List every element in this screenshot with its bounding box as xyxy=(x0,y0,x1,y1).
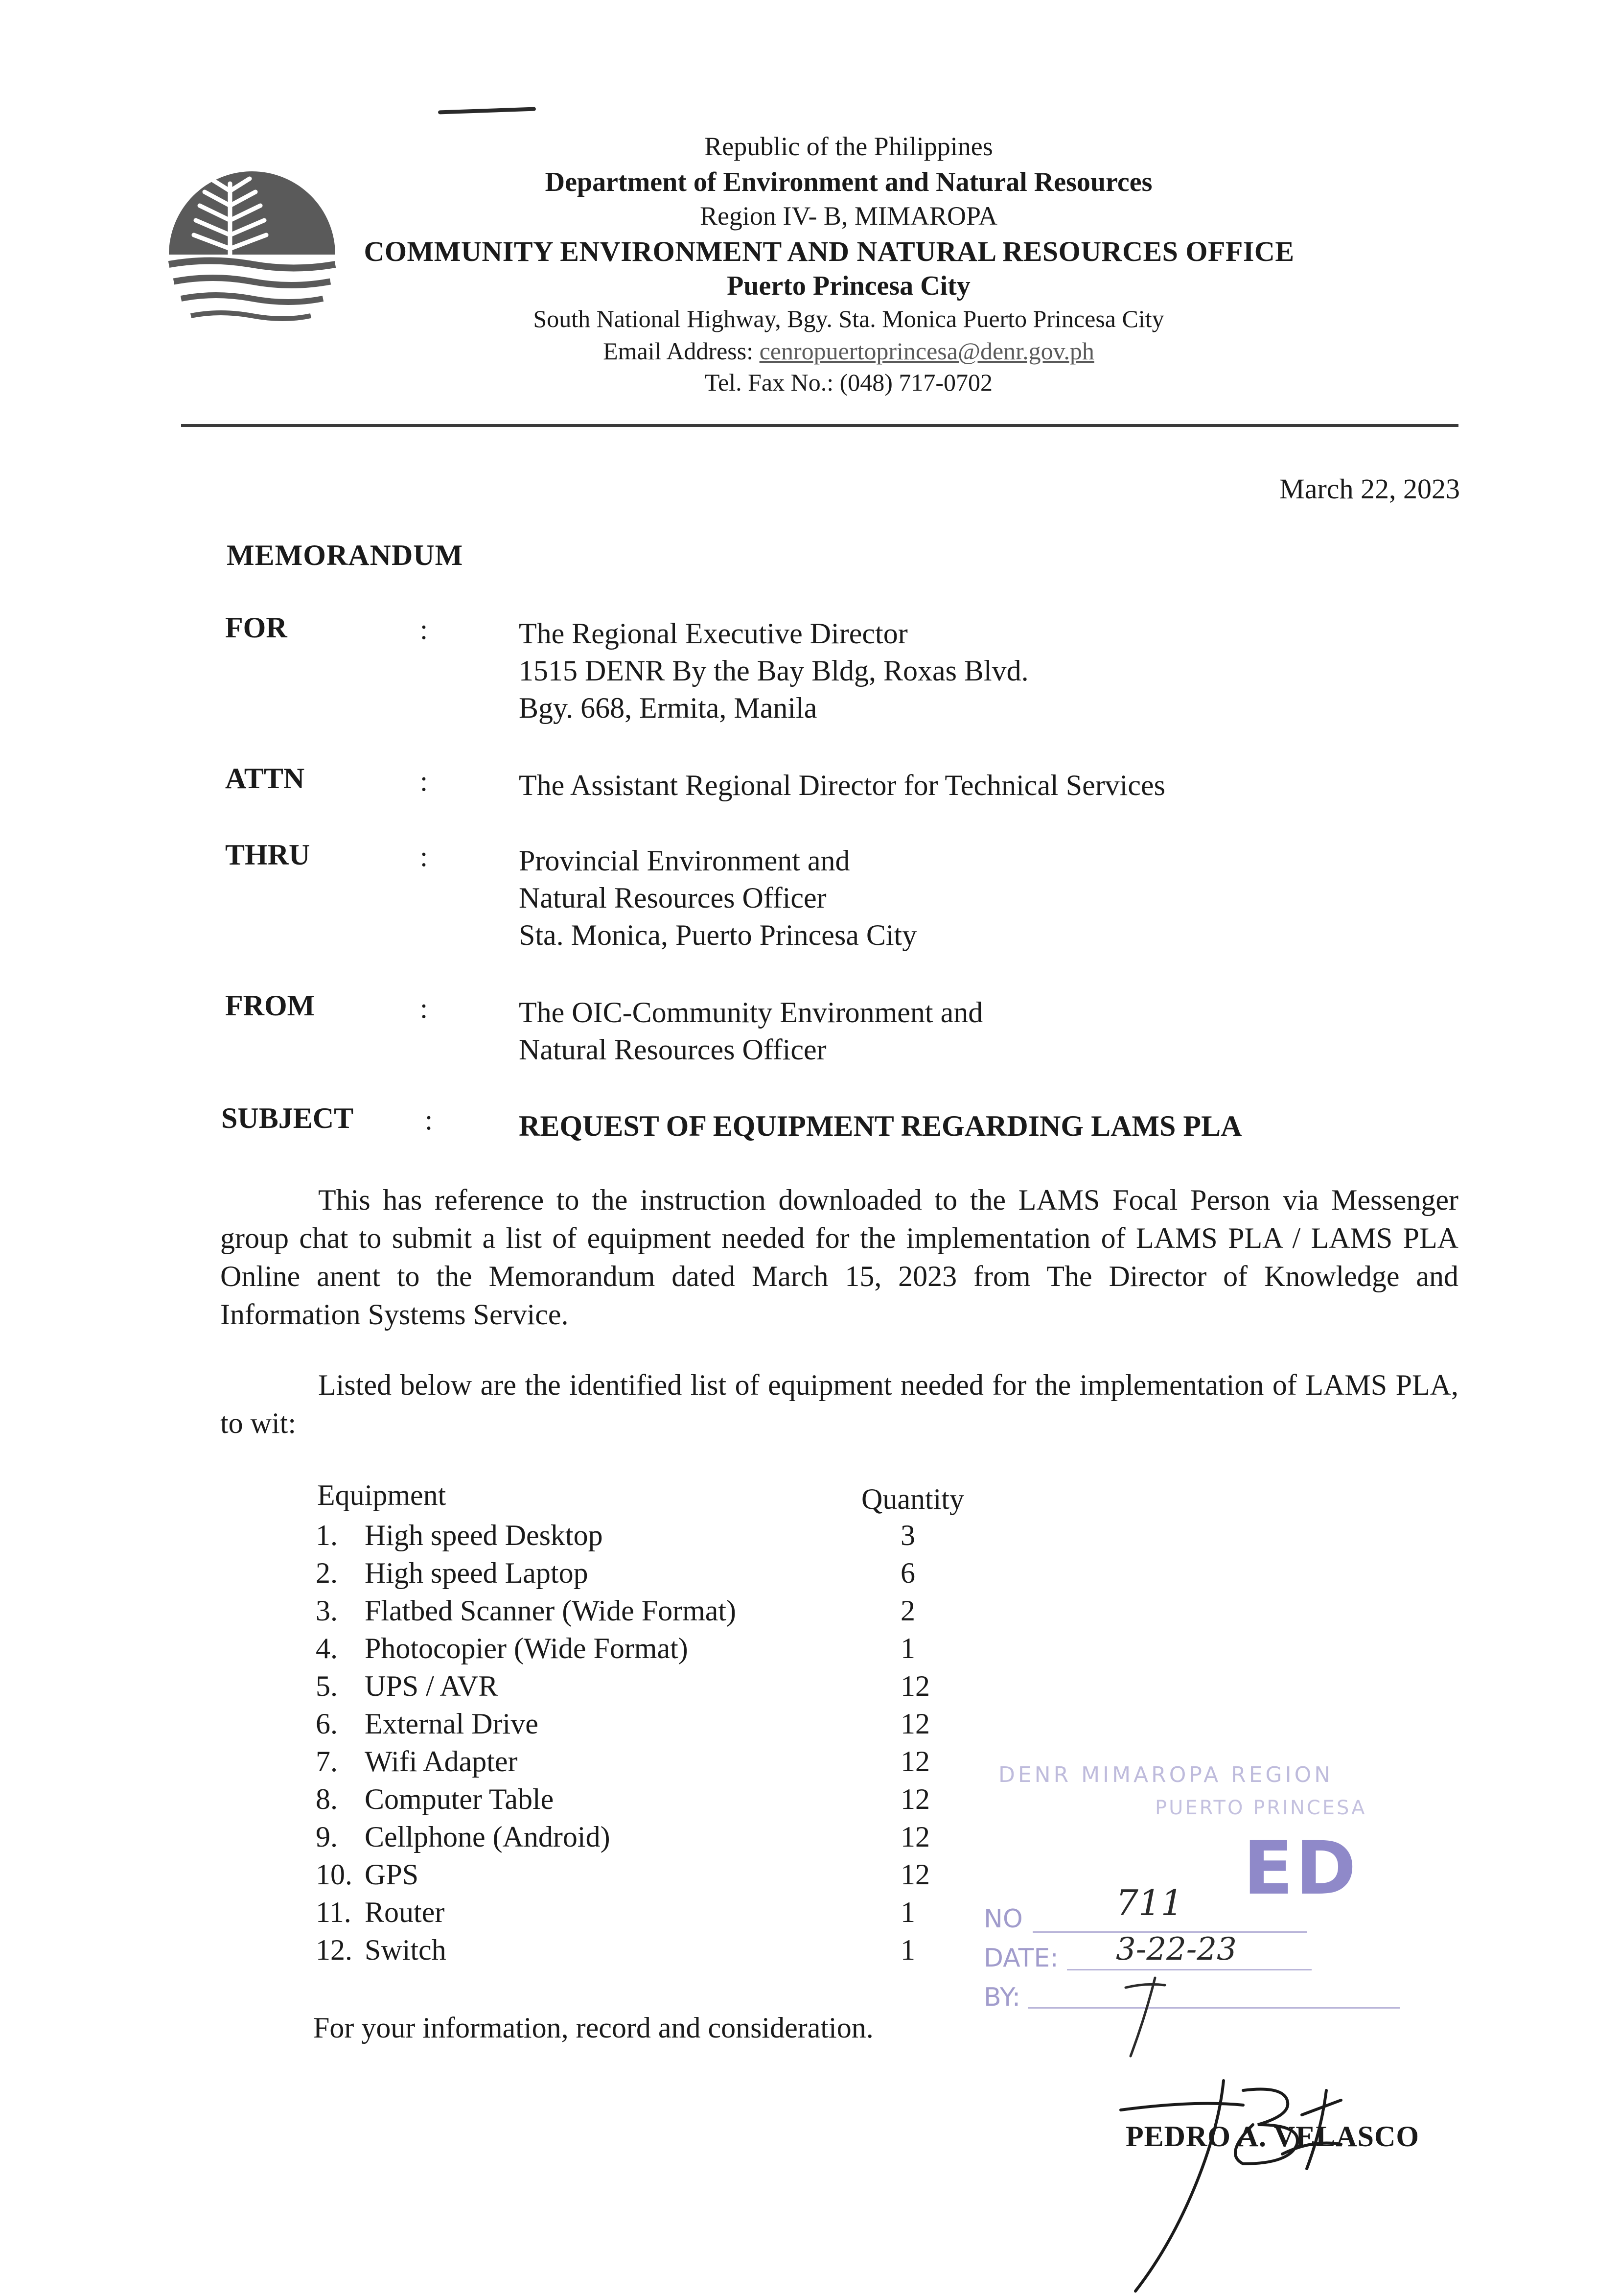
item-quantity: 2 xyxy=(901,1594,915,1627)
from-label: FROM xyxy=(225,989,315,1022)
equipment-row xyxy=(316,1743,930,1781)
item-quantity: 1 xyxy=(901,1896,915,1928)
item-name: External Drive xyxy=(365,1708,538,1740)
stamp-date-label: DATE: xyxy=(984,1944,1059,1973)
equipment-row xyxy=(316,1818,930,1856)
header-dash-mark xyxy=(438,107,536,115)
signature-icon xyxy=(1096,2071,1439,2296)
from-line: Natural Resources Officer xyxy=(519,1033,827,1066)
stamp-initial-mark xyxy=(1111,1963,1189,2061)
thru-line: Natural Resources Officer xyxy=(519,882,827,914)
item-name: Switch xyxy=(365,1934,446,1966)
header-divider xyxy=(181,424,1458,427)
stamp-by-label: BY: xyxy=(984,1983,1021,2012)
thru-value xyxy=(519,842,917,954)
item-number: 6. xyxy=(316,1708,338,1740)
item-number: 4. xyxy=(316,1632,338,1664)
item-number: 10. xyxy=(316,1858,352,1891)
stamp-status: ED xyxy=(1243,1826,1358,1911)
thru-line: Provincial Environment and xyxy=(519,844,850,877)
item-name: Cellphone (Android) xyxy=(365,1821,610,1853)
for-colon: : xyxy=(420,613,428,645)
item-quantity: 3 xyxy=(901,1519,915,1551)
equipment-row xyxy=(316,1517,915,1554)
item-number: 5. xyxy=(316,1670,338,1702)
item-number: 2. xyxy=(316,1557,338,1589)
closing-line: For your information, record and consideration. xyxy=(313,2012,874,2044)
equipment-row xyxy=(316,1781,930,1818)
header-city: Puerto Princesa City xyxy=(727,271,971,301)
item-quantity: 12 xyxy=(901,1745,930,1778)
stamp-by-underline xyxy=(1028,2007,1400,2009)
item-number: 3. xyxy=(316,1594,338,1627)
item-name: Computer Table xyxy=(365,1783,554,1815)
attn-colon: : xyxy=(420,765,428,797)
header-tel: Tel. Fax No.: (048) 717-0702 xyxy=(704,369,993,396)
item-quantity: 12 xyxy=(901,1821,930,1853)
item-number: 9. xyxy=(316,1821,338,1853)
item-name: Wifi Adapter xyxy=(365,1745,518,1778)
signatory-name: PEDRO A. VELASCO xyxy=(1126,2120,1420,2153)
memo-date: March 22, 2023 xyxy=(1279,473,1460,505)
paragraph-2-text: Listed below are the identified list of equipment needed for the implementation of LAMS PLA, to wit: xyxy=(220,1369,1458,1439)
stamp-city-line: PUERTO PRINCESA xyxy=(1155,1797,1367,1819)
memo-title: MEMORANDUM xyxy=(227,539,463,571)
item-name: UPS / AVR xyxy=(365,1670,498,1702)
header-email-line xyxy=(39,337,1619,365)
thru-label: THRU xyxy=(225,839,310,871)
thru-colon: : xyxy=(420,841,428,872)
item-number: 1. xyxy=(316,1519,338,1551)
header-office: COMMUNITY ENVIRONMENT AND NATURAL RESOURCES OFFICE xyxy=(364,235,1295,267)
header-department: Department of Environment and Natural Resources xyxy=(545,167,1153,197)
from-line: The OIC-Community Environment and xyxy=(519,996,983,1029)
equipment-row xyxy=(316,1894,915,1931)
item-name: Photocopier (Wide Format) xyxy=(365,1632,688,1664)
equipment-row xyxy=(316,1931,915,1969)
stamp-date-underline xyxy=(1067,1969,1312,1970)
stamp-no-label: NO xyxy=(984,1904,1023,1934)
for-line: Bgy. 668, Ermita, Manila xyxy=(519,692,817,724)
subject-colon: : xyxy=(425,1104,433,1136)
equipment-row xyxy=(316,1630,915,1667)
email-link[interactable]: cenropuertoprincesa@denr.gov.ph xyxy=(759,337,1094,365)
equipment-row xyxy=(316,1554,915,1592)
from-value xyxy=(519,994,983,1068)
stamp-office-line: DENR MIMAROPA REGION xyxy=(998,1762,1334,1787)
body-paragraph-2 xyxy=(220,1366,1458,1442)
from-colon: : xyxy=(420,992,428,1024)
quantity-column-header: Quantity xyxy=(861,1483,964,1515)
item-quantity: 1 xyxy=(901,1934,915,1966)
attn-line: The Assistant Regional Director for Technical Services xyxy=(519,769,1165,801)
received-stamp xyxy=(969,1743,1414,2017)
item-number: 12. xyxy=(316,1934,352,1966)
equipment-list xyxy=(316,1517,930,1969)
item-quantity: 12 xyxy=(901,1783,930,1815)
for-line: The Regional Executive Director xyxy=(519,617,908,650)
item-quantity: 12 xyxy=(901,1708,930,1740)
item-name: High speed Laptop xyxy=(365,1557,588,1589)
item-quantity: 12 xyxy=(901,1858,930,1891)
item-name: Router xyxy=(365,1896,445,1928)
header-region: Region IV- B, MIMAROPA xyxy=(699,201,998,231)
item-number: 11. xyxy=(316,1896,351,1928)
equipment-row xyxy=(316,1667,930,1705)
subject-label: SUBJECT xyxy=(221,1102,354,1134)
for-line: 1515 DENR By the Bay Bldg, Roxas Blvd. xyxy=(519,655,1029,687)
stamp-date-value: 3-22-23 xyxy=(1116,1931,1237,1968)
body-paragraph-1 xyxy=(220,1181,1458,1334)
item-quantity: 6 xyxy=(901,1557,915,1589)
attn-value xyxy=(519,767,1165,804)
paragraph-1-text: This has reference to the instruction downloaded to the LAMS Focal Person via Messenger group chat to submit a list of equipment needed for the implementation of LAMS PLA / LAMS PLA Online anent to the Memorandum dated March 15, 2023 from The Director of Knowledge and Information Systems Service. xyxy=(220,1184,1458,1331)
item-quantity: 1 xyxy=(901,1632,915,1664)
for-label: FOR xyxy=(225,611,287,644)
email-label: Email Address: xyxy=(603,337,754,365)
item-name: High speed Desktop xyxy=(365,1519,603,1551)
equipment-row xyxy=(316,1592,915,1630)
item-quantity: 12 xyxy=(901,1670,930,1702)
item-number: 8. xyxy=(316,1783,338,1815)
stamp-no-value: 711 xyxy=(1116,1882,1183,1923)
for-value xyxy=(519,615,1029,726)
equipment-row xyxy=(316,1705,930,1743)
thru-line: Sta. Monica, Puerto Princesa City xyxy=(519,919,917,951)
item-name: Flatbed Scanner (Wide Format) xyxy=(365,1594,737,1627)
subject-value: REQUEST OF EQUIPMENT REGARDING LAMS PLA xyxy=(519,1110,1242,1142)
header-republic: Republic of the Philippines xyxy=(704,132,993,161)
item-number: 7. xyxy=(316,1745,338,1778)
equipment-row xyxy=(316,1856,930,1894)
header-address: South National Highway, Bgy. Sta. Monica Puerto Princesa City xyxy=(533,305,1164,332)
item-name: GPS xyxy=(365,1858,419,1891)
attn-label: ATTN xyxy=(225,762,305,795)
equipment-column-header: Equipment xyxy=(317,1479,446,1511)
